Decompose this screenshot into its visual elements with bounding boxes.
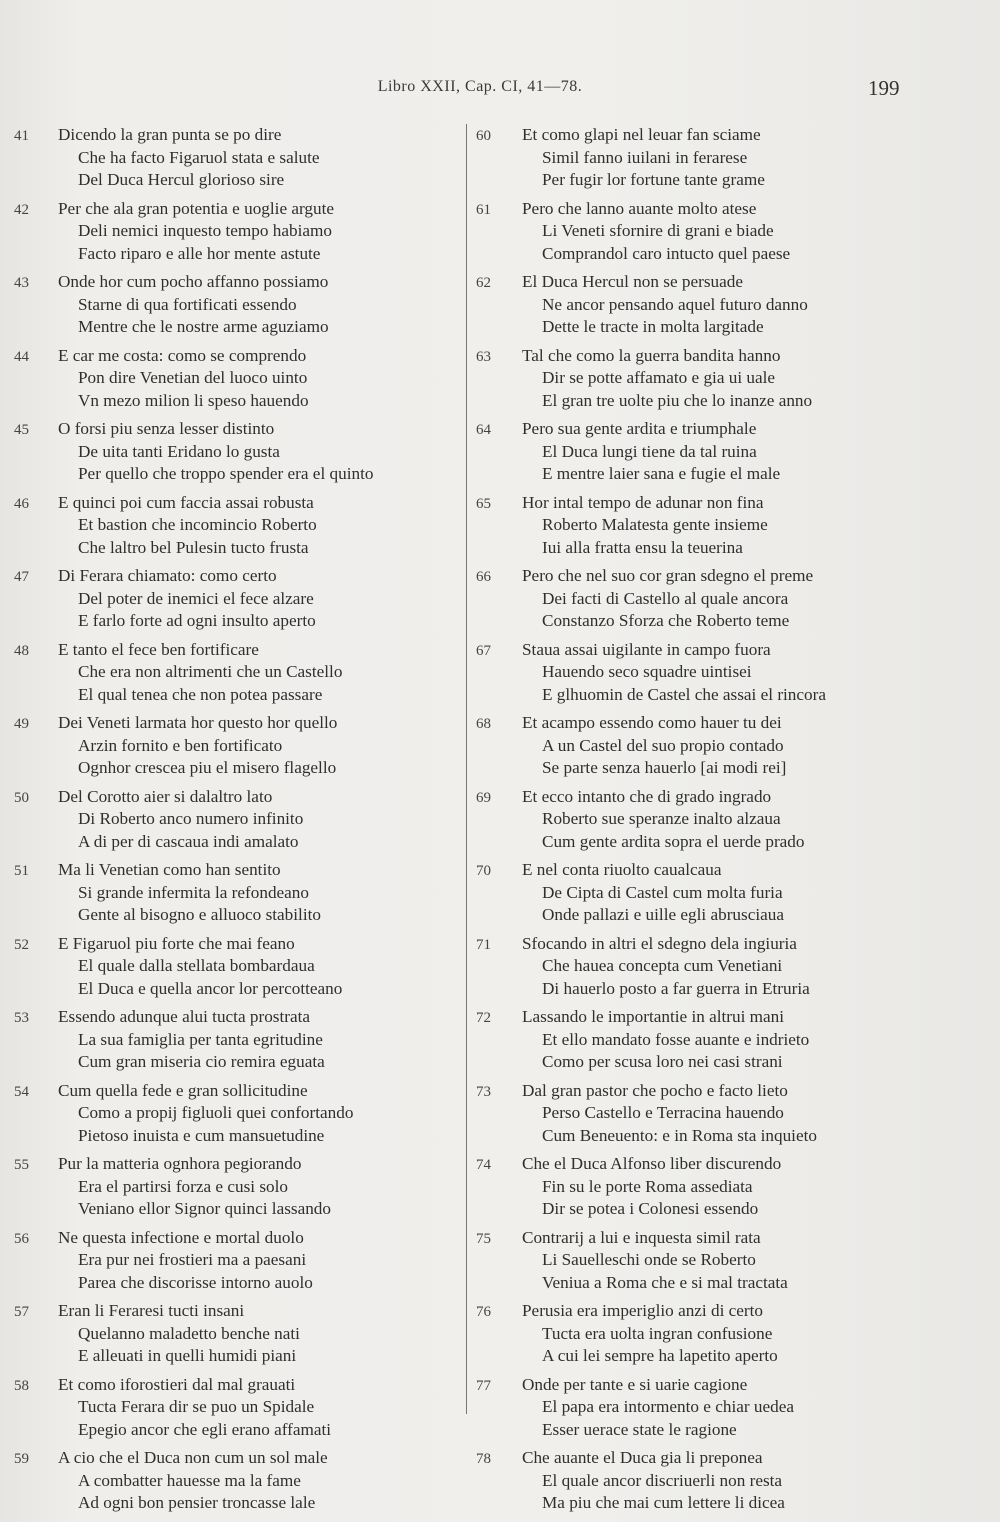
verse-line: Era pur nei frostieri ma a paesani [78, 1250, 307, 1269]
verse-line: E quinci poi cum faccia assai robusta [58, 492, 314, 512]
verse-line: Pur la matteria ognhora pegiorando [58, 1154, 302, 1173]
stanza [14, 933, 460, 1002]
verse-line: Pon dire Venetian del luoco uinto [78, 368, 308, 387]
verse-line: Cum gente ardita sopra el uerde prado [542, 831, 805, 851]
verse-line: Che laltro bel Pulesin tucto frusta [78, 537, 309, 557]
verse-line: Et bastion che incomincio Roberto [78, 515, 317, 534]
stanza [14, 418, 460, 487]
stanza-number: 43 [14, 275, 29, 291]
verse-line: Gente al bisogno e alluoco stabilito [78, 905, 321, 924]
verse-line: Tal che como la guerra bandita hanno [522, 345, 781, 365]
verse-line: Parea che discorisse intorno auolo [78, 1272, 313, 1292]
verse-line: Comprandol caro intucto quel paese [542, 243, 791, 263]
verse-line: Del Corotto aier si dalaltro lato [58, 786, 273, 806]
stanza [476, 492, 896, 561]
verse-line: Esser uerace state le ragione [542, 1419, 737, 1439]
stanza [14, 1006, 460, 1075]
verse-line: E tanto el fece ben fortificare [58, 639, 259, 659]
verse-line: Dette le tracte in molta largitade [542, 317, 764, 336]
verse-line: A cio che el Duca non cum un sol male [58, 1448, 328, 1467]
verse-line: E mentre laier sana e fugie el male [542, 464, 781, 483]
verse-line: E farlo forte ad ogni insulto aperto [78, 611, 316, 630]
verse-line: Cum quella fede e gran sollicitudine [58, 1080, 308, 1100]
stanza-number: 59 [14, 1451, 29, 1467]
verse-line: El quale dalla stellata bombardaua [78, 956, 315, 975]
verse-line: Epegio ancor che egli erano affamati [78, 1419, 332, 1439]
verse-line: Contrarij a lui e inquesta simil rata [522, 1227, 761, 1247]
stanza [14, 271, 460, 340]
verse-line: De uita tanti Eridano lo gusta [78, 441, 280, 461]
stanza [476, 786, 896, 855]
verse-line: Li Sauelleschi onde se Roberto [542, 1250, 756, 1269]
stanza-number: 54 [14, 1083, 29, 1100]
verse-line: Et como glapi nel leuar fan sciame [522, 125, 761, 144]
stanza-number: 68 [476, 716, 491, 732]
verse-line: Perusia era imperiglio anzi di certo [522, 1301, 764, 1320]
stanza [476, 1080, 896, 1149]
stanza [476, 1300, 896, 1369]
verse-line: A di per di cascaua indi amalato [78, 831, 299, 851]
verse-line: El papa era intormento e chiar uedea [542, 1397, 794, 1416]
stanza [476, 1153, 896, 1222]
verse-line: Como per scusa loro nei casi strani [542, 1052, 783, 1071]
verse-line: Che era non altrimenti che un Castello [78, 662, 343, 681]
stanza [476, 345, 896, 414]
stanza [476, 418, 896, 487]
stanza-number: 47 [14, 569, 29, 585]
stanza [14, 786, 460, 855]
verse-line: El Duca Hercul non se persuade [522, 272, 743, 291]
running-header: Libro XXII, Cap. CI, 41—78. [377, 78, 583, 95]
verse-line: A un Castel del suo propio contado [542, 735, 784, 755]
verse-line: Li Veneti sfornire di grani e biade [542, 221, 774, 240]
stanza-number: 69 [476, 789, 491, 806]
stanza-number: 63 [476, 348, 491, 365]
stanza-number: 44 [14, 348, 29, 365]
verse-line: Perso Castello e Terracina hauendo [542, 1103, 784, 1122]
stanza-number: 42 [14, 201, 29, 218]
stanza-number: 77 [476, 1377, 491, 1394]
verse-line: E car me costa: como se comprendo [58, 345, 307, 365]
verse-line: El Duca e quella ancor lor percotteano [78, 978, 343, 998]
stanza [14, 1153, 460, 1222]
stanza [476, 859, 896, 928]
verse-line: O forsi piu senza lesser distinto [58, 419, 275, 438]
stanza [14, 1080, 460, 1149]
verse-line: Onde hor cum pocho affanno possiamo [58, 272, 329, 291]
verse-line: Veniano ellor Signor quinci lassando [78, 1199, 331, 1218]
verse-line: E glhuomin de Castel che assai el rincora [542, 684, 826, 704]
verse-line: El quale ancor discriuerli non resta [542, 1470, 783, 1490]
verse-line: Lassando le importantie in altrui mani [522, 1007, 785, 1026]
stanza [476, 1227, 896, 1296]
stanza [14, 712, 460, 781]
stanza-number: 74 [476, 1157, 491, 1173]
verse-line: Et como iforostieri dal mal grauati [58, 1374, 296, 1394]
verse-line: Di Ferara chiamato: como certo [58, 566, 277, 585]
stanza-number: 61 [476, 201, 491, 218]
stanza-number: 41 [14, 128, 29, 144]
verse-line: Starne di qua fortificati essendo [78, 294, 297, 314]
stanza-number: 76 [476, 1304, 491, 1320]
verse-line: Pero che nel suo cor gran sdegno el preme [522, 566, 814, 585]
stanza-number: 48 [14, 642, 29, 659]
verse-line: Simil fanno iuilani in ferarese [542, 147, 748, 167]
stanza-number: 50 [14, 789, 29, 806]
verse-line: Staua assai uigilante in campo fuora [522, 639, 771, 659]
stanza [14, 859, 460, 928]
stanza [14, 639, 460, 708]
verse-line: Fin su le porte Roma assediata [542, 1176, 753, 1196]
verse-line: Facto riparo e alle hor mente astute [78, 243, 321, 263]
verse-line: Deli nemici inquesto tempo habiamo [78, 221, 332, 240]
stanza [14, 1374, 460, 1443]
stanza [476, 565, 896, 634]
stanza [476, 271, 896, 340]
verse-line: Et ello mandato fosse auante e indrieto [542, 1029, 810, 1049]
stanza [476, 1374, 896, 1443]
verse-line: Roberto Malatesta gente insieme [542, 515, 768, 534]
verse-line: A combatter hauesse ma la fame [78, 1470, 301, 1490]
stanza-number: 57 [14, 1304, 29, 1320]
stanza-number: 72 [476, 1010, 491, 1026]
verse-line: E alleuati in quelli humidi piani [78, 1346, 297, 1365]
verse-line: Veniua a Roma che e si mal tractata [542, 1272, 788, 1292]
stanza-number: 73 [476, 1083, 491, 1100]
verse-line: Hor intal tempo de adunar non fina [522, 492, 764, 512]
stanza-number: 70 [476, 863, 491, 879]
page-number: 199 [868, 76, 900, 100]
verse-line: Dei facti di Castello al quale ancora [542, 588, 789, 608]
column-divider [466, 124, 467, 1414]
verse-line: Arzin fornito e ben fortificato [78, 735, 283, 755]
verse-line: La sua famiglia per tanta egritudine [78, 1029, 323, 1049]
verse-line: Dicendo la gran punta se po dire [58, 125, 282, 144]
verse-line: Di hauerlo posto a far guerra in Etruria [542, 978, 810, 998]
verse-line: E Figaruol piu forte che mai feano [58, 933, 295, 953]
verse-line: Onde pallazi e uille egli abrusciaua [542, 905, 784, 924]
stanza-number: 60 [476, 128, 491, 144]
verse-line: Quelanno maladetto benche nati [78, 1323, 300, 1343]
verse-line: Ognhor crescea piu el misero flagello [78, 758, 337, 777]
verse-line: Ne ancor pensando aquel futuro danno [542, 294, 808, 314]
stanza [476, 124, 896, 193]
verse-line: Ma piu che mai cum lettere li dicea [542, 1493, 785, 1512]
stanza [476, 639, 896, 708]
verse-line: Tucta era uolta ingran confusione [542, 1323, 773, 1343]
verse-line: Per quello che troppo spender era el quinto [78, 464, 374, 483]
verse-line: Hauendo seco squadre uintisei [542, 662, 752, 681]
stanza-number: 58 [14, 1377, 29, 1394]
verse-line: Pero che lanno auante molto atese [522, 198, 757, 218]
verse-line: Ma li Venetian como han sentito [58, 860, 281, 879]
verse-line: Che ha facto Figaruol stata e salute [78, 147, 320, 167]
verse-line: Che auante el Duca gia li preponea [522, 1448, 763, 1467]
verse-line: Como a propij figluoli quei confortando [78, 1103, 354, 1122]
verse-line: Roberto sue speranze inalto alzaua [542, 809, 781, 828]
verse-line: Se parte senza hauerlo [ai modi rei] [542, 758, 787, 777]
stanza-number: 51 [14, 863, 29, 879]
stanza-number: 45 [14, 422, 29, 438]
verse-line: Vn mezo milion li speso hauendo [78, 390, 309, 410]
verse-line: Cum Beneuento: e in Roma sta inquieto [542, 1125, 817, 1145]
stanza-number: 62 [476, 275, 491, 291]
verse-line: Dir se potte affamato e gia ui uale [542, 368, 776, 387]
verse-line: Era el partirsi forza e cusi solo [78, 1176, 288, 1196]
stanza [14, 1227, 460, 1296]
stanza [476, 712, 896, 781]
verse-line: Dal gran pastor che pocho e facto lieto [522, 1080, 788, 1100]
verse-line: Di Roberto anco numero infinito [78, 809, 304, 828]
stanza-number: 53 [14, 1010, 29, 1026]
verse-line: El gran tre uolte piu che lo inanze anno [542, 390, 813, 410]
verse-line: Essendo adunque alui tucta prostrata [58, 1007, 311, 1026]
stanza-number: 75 [476, 1230, 491, 1247]
verse-line: Dir se potea i Colonesi essendo [542, 1199, 759, 1218]
verse-line: E nel conta riuolto caualcaua [522, 860, 722, 879]
stanza-number: 78 [476, 1451, 491, 1467]
stanza-number: 46 [14, 495, 29, 512]
stanza [14, 198, 460, 267]
verse-line: Pero sua gente ardita e triumphale [522, 419, 757, 438]
verse-line: Iui alla fratta ensu la teuerina [542, 537, 743, 557]
verse-line: Tucta Ferara dir se puo un Spidale [78, 1397, 315, 1416]
verse-line: Onde per tante e si uarie cagione [522, 1374, 748, 1394]
stanza-number: 66 [476, 569, 491, 585]
verse-line: Cum gran miseria cio remira eguata [78, 1052, 325, 1071]
stanza [14, 124, 460, 193]
verse-line: Mentre che le nostre arme aguziamo [78, 317, 329, 336]
left-column [14, 124, 460, 1521]
stanza [14, 1447, 460, 1516]
stanza-number: 55 [14, 1157, 29, 1173]
verse-line: Et ecco intanto che di grado ingrado [522, 786, 772, 806]
stanza [14, 345, 460, 414]
verse-line: Che hauea concepta cum Venetiani [542, 956, 783, 975]
stanza-number: 56 [14, 1230, 29, 1247]
verse-line: Et acampo essendo como hauer tu dei [522, 713, 782, 732]
stanza [14, 492, 460, 561]
verse-line: Ne questa infectione e mortal duolo [58, 1227, 304, 1247]
verse-line: Per fugir lor fortune tante grame [542, 170, 765, 189]
stanza [14, 1300, 460, 1369]
verse-line: De Cipta di Castel cum molta furia [542, 882, 783, 902]
stanza [14, 565, 460, 634]
stanza [476, 1447, 896, 1516]
stanza-number: 67 [476, 642, 491, 659]
verse-line: Del poter de inemici el fece alzare [78, 588, 314, 608]
verse-line: Del Duca Hercul glorioso sire [78, 170, 285, 189]
verse-line: Sfocando in altri el sdegno dela ingiuria [522, 933, 797, 953]
verse-line: Che el Duca Alfonso liber discurendo [522, 1154, 782, 1173]
stanza [476, 198, 896, 267]
stanza-number: 49 [14, 716, 29, 732]
stanza-number: 71 [476, 936, 491, 953]
right-column [476, 124, 896, 1521]
verse-line: A cui lei sempre ha lapetito aperto [542, 1346, 778, 1365]
stanza-number: 52 [14, 936, 29, 953]
stanza [476, 1006, 896, 1075]
stanza-number: 64 [476, 422, 491, 438]
verse-line: El Duca lungi tiene da tal ruina [542, 441, 757, 461]
verse-line: Dei Veneti larmata hor questo hor quello [58, 713, 338, 732]
verse-line: Per che ala gran potentia e uoglie argute [58, 198, 334, 218]
stanza-number: 65 [476, 495, 491, 512]
verse-line: Constanzo Sforza che Roberto teme [542, 611, 790, 630]
verse-line: Eran li Feraresi tucti insani [58, 1301, 245, 1320]
verse-line: Pietoso inuista e cum mansuetudine [78, 1125, 325, 1145]
stanza [476, 933, 896, 1002]
verse-line: Ad ogni bon pensier troncasse lale [78, 1493, 316, 1512]
verse-line: El qual tenea che non potea passare [78, 684, 323, 704]
verse-line: Si grande infermita la refondeano [78, 882, 309, 902]
